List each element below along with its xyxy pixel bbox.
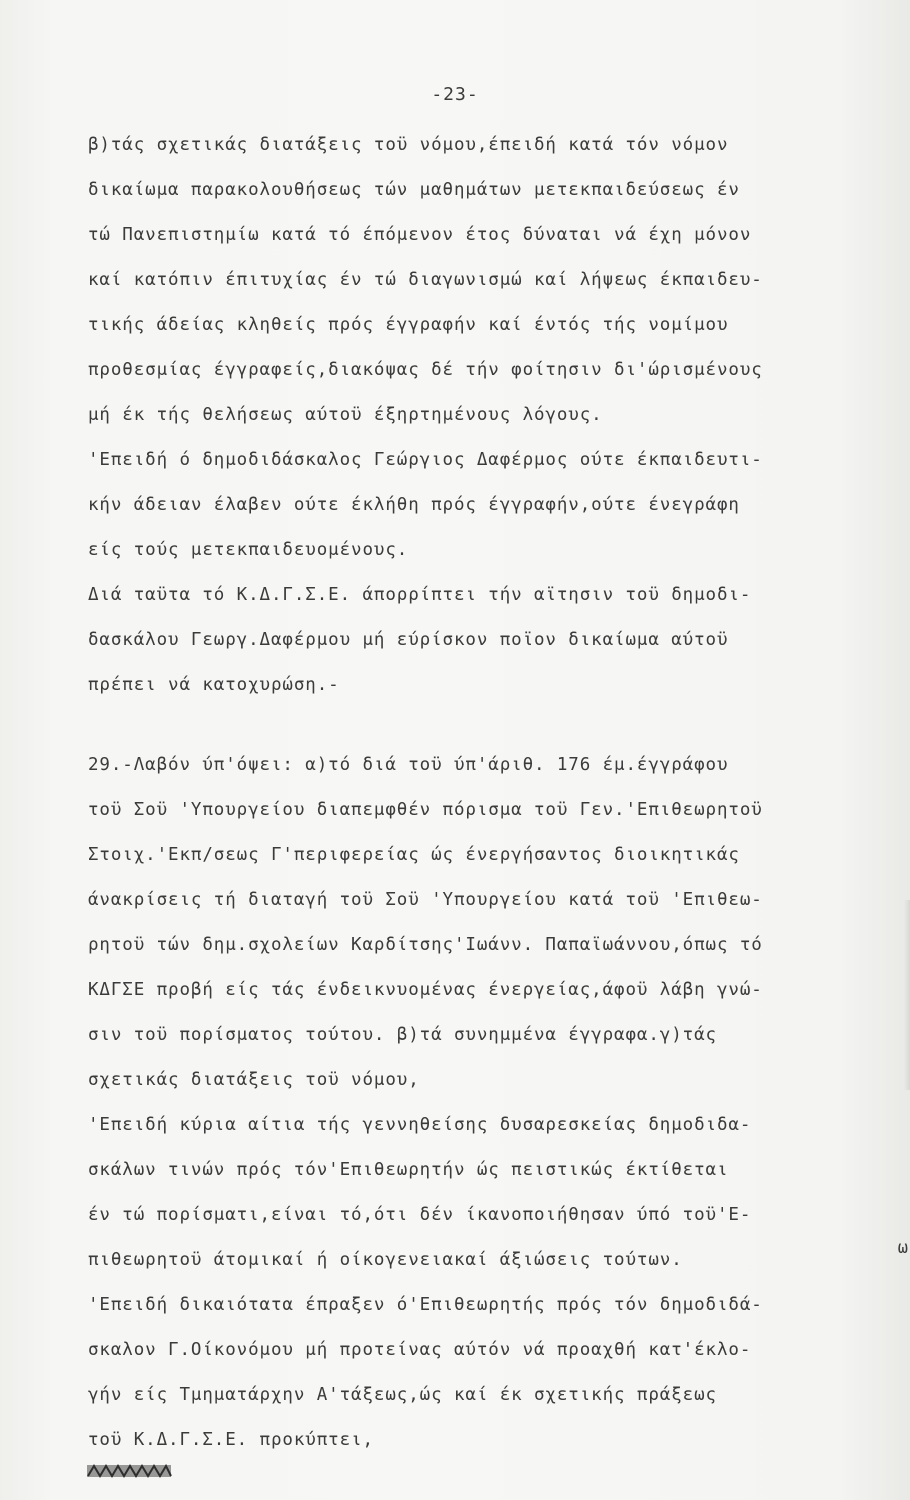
text-line: είς τούς μετεκπαιδευομένους. [88,540,409,560]
text-line: κήν άδειαν έλαβεν ούτε έκλήθη πρός έγγραφήν,ούτε ένεγράφη [88,495,740,515]
text-line: 'Επειδή κύρια αίτια τής γεννηθείσης δυσαρεσκείας δημοδιδα- [88,1115,752,1135]
text-line: γήν είς Τμηματάρχην Α'τάξεως,ώς καί έκ σχετικής πράξεως [88,1385,717,1405]
text-line: πρέπει νά κατοχυρώση.- [88,675,340,695]
text-line: 'Επειδή ό δημοδιδάσκαλος Γεώργιος Δαφέρμος ούτε έκπαιδευτι- [88,450,763,470]
page-number: -23- [431,84,479,105]
text-line: καί κατόπιν έπιτυχίας έν τώ διαγωνισμώ καί λήψεως έκπαιδευ- [88,270,763,290]
text-line: μή έκ τής θελήσεως αύτοϋ έξηρτημένους λόγους. [88,405,603,425]
text-line: Διά ταϋτα τό Κ.Δ.Γ.Σ.Ε. άπορρίπτει τήν αϊτησιν τοϋ δημοδι- [88,585,752,605]
text-line: σκάλων τινών πρός τόν'Επιθεωρητήν ώς πειστικώς έκτίθεται [88,1160,729,1180]
text-line: σκαλον Γ.Οίκονόμου μή προτείνας αύτόν νά προαχθή κατ'έκλο- [88,1340,752,1360]
text-line: προθεσμίας έγγραφείς,διακόψας δέ τήν φοίτησιν δι'ώρισμένους [88,360,763,380]
text-line: τοϋ Σοϋ 'Υπουργείου διαπεμφθέν πόρισμα τοϋ Γεν.'Επιθεωρητοϋ [88,800,763,820]
text-line: δασκάλου Γεωργ.Δαφέρμου μή εύρίσκον ποϊον δικαίωμα αύτοϋ [88,630,729,650]
text-line: τικής άδείας κληθείς πρός έγγραφήν καί έντός τής νομίμου [88,315,729,335]
text-line: 29.-Λαβόν ύπ'όψει: α)τό διά τοϋ ύπ'άριθ. 176 έμ.έγγράφου [88,755,729,775]
text-line: σχετικάς διατάξεις τοϋ νόμου, [88,1070,420,1090]
margin-mark: ω [897,1238,908,1258]
page-edge-shadow [904,900,910,1090]
text-line: ρητοϋ τών δημ.σχολείων Καρδίτσης'Ιωάνν. Παπαϊωάννου,όπως τό [88,935,763,955]
text-line: δικαίωμα παρακολουθήσεως τών μαθημάτων μετεκπαιδεύσεως έν [88,180,740,200]
text-line: Στοιχ.'Εκπ/σεως Γ'περιφερείας ώς ένεργήσαντος διοικητικάς [88,845,740,865]
text-line: τοϋ Κ.Δ.Γ.Σ.Ε. προκύπτει, [88,1430,374,1450]
text-line: 'Επειδή δικαιότατα έπραξεν ό'Επιθεωρητής πρός τόν δημοδιδά- [88,1295,763,1315]
text-line: σιν τοϋ πορίσματος τούτου. β)τά συνημμένα έγγραφα.γ)τάς [88,1025,717,1045]
text-line: ΚΔΓΣΕ προβή είς τάς ένδεικνυομένας ένεργείας,άφοϋ λάβη γνώ- [88,980,763,1000]
text-line: πιθεωρητοϋ άτομικαί ή οίκογενειακαί άξιώσεις τούτων. [88,1250,683,1270]
text-line: τώ Πανεπιστημίω κατά τό έπόμενον έτος δύναται νά έχη μόνον [88,225,752,245]
text-line: β)τάς σχετικάς διατάξεις τοϋ νόμου,έπειδή κατά τόν νόμον [88,135,729,155]
text-line: έν τώ πορίσματι,είναι τό,ότι δέν ίκανοποιήθησαν ύπό τοϋ'Ε- [88,1205,752,1225]
crossed-out-text-mark [86,1462,172,1480]
text-line: άνακρίσεις τή διαταγή τοϋ Σοϋ 'Υπουργείου κατά τοϋ 'Επιθεω- [88,890,763,910]
